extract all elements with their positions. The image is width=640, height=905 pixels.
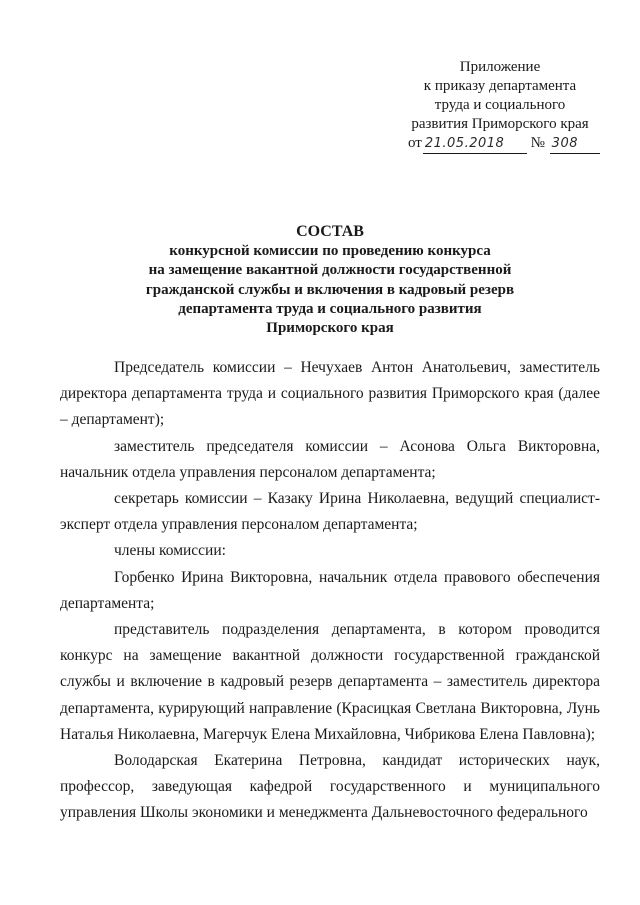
paragraph-member-legal: Горбенко Ирина Викторовна, начальник отдела правового обеспечения департамента;: [60, 568, 600, 612]
order-number-prefix: №: [530, 135, 545, 151]
paragraph-secretary: секретарь комиссии – Казаку Ирина Николаевна, ведущий специалист-эксперт отдела управления персоналом департамента;: [60, 490, 600, 534]
order-reference: [408, 134, 608, 154]
order-date-handwritten: 21.05.2018: [423, 134, 527, 154]
paragraph-chairman: Председатель комиссии – Нечухаев Антон Анатольевич, заместитель директора департамента труда и социального развития Приморского края (далее – департамент);: [60, 359, 600, 429]
paragraph-members-heading: члены комиссии:: [114, 542, 226, 560]
title-heading: СОСТАВ: [296, 223, 364, 240]
appendix-line-region: развития Приморского края: [411, 116, 589, 132]
appendix-header: [395, 58, 605, 134]
order-number-handwritten: 308: [550, 134, 600, 154]
paragraph-member-representative: представитель подразделения департамента, в котором проводится конкурс на замещение вакантной должности государственной гражданской службы и включение в кадровый резерв департамента – заместитель директора департамента, курирующий направление (Красицкая Светлана Викторовна, Лунь Наталья Николаевна, Магерчук Елена Михайловна, Чибрикова Елена Павловна);: [60, 621, 600, 743]
order-date-prefix: от: [408, 135, 422, 151]
appendix-line-department: труда и социального: [434, 97, 566, 113]
document-title: [60, 222, 600, 338]
paragraph-member-academic: Володарская Екатерина Петровна, кандидат исторических наук, профессор, заведующая кафедрой государственного и муниципального управления Школы экономики и менеджмента Дальневосточного федерального: [60, 752, 600, 822]
appendix-line-order: к приказу департамента: [423, 78, 577, 94]
document-body: [60, 355, 600, 827]
paragraph-deputy-chairman: заместитель председателя комиссии – Асонова Ольга Викторовна, начальник отдела управления персоналом департамента;: [60, 437, 600, 481]
appendix-title: Приложение: [459, 59, 541, 75]
title-line: конкурсной комиссии по проведению конкурса: [169, 243, 491, 260]
title-line: гражданской службы и включения в кадровый резерв: [145, 281, 515, 298]
title-line: на замещение вакантной должности государственной: [148, 262, 512, 279]
title-line: Приморского края: [266, 320, 394, 337]
title-line: департамента труда и социального развития: [178, 300, 482, 317]
